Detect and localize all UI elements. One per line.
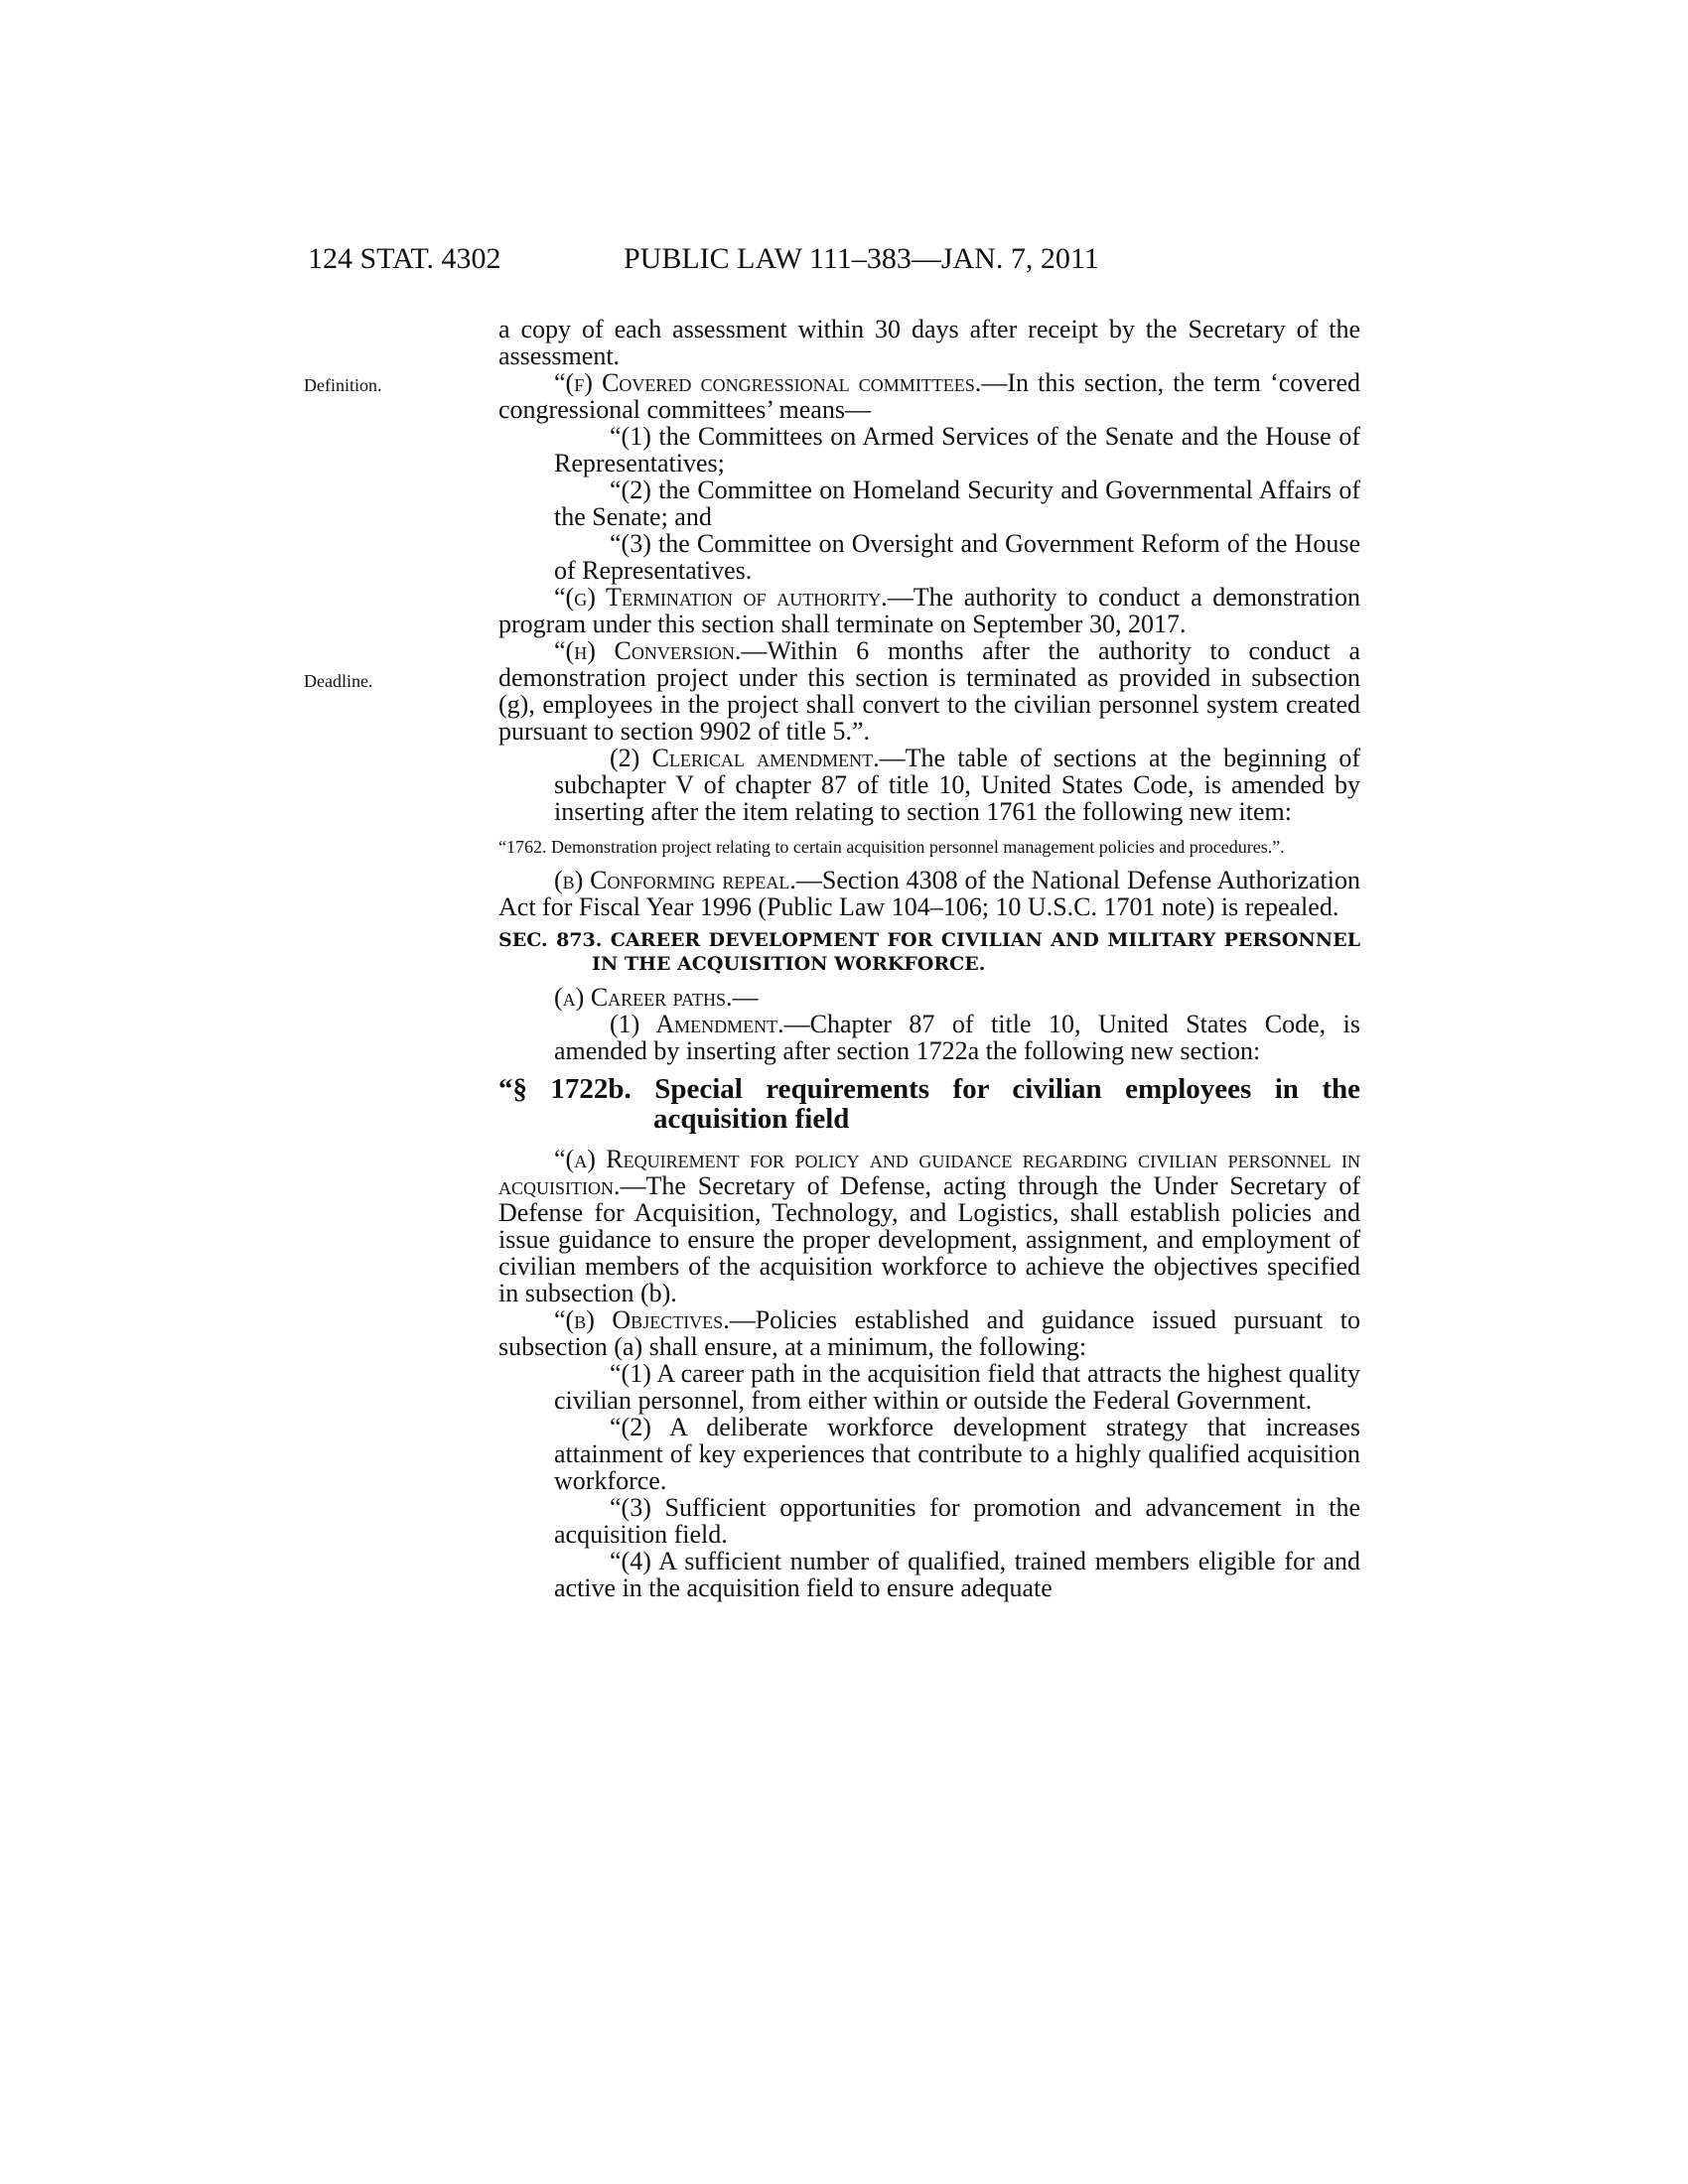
objective-2: “(2) A deliberate workforce development strategy that increases attainment of key experiences that contribute to a highly qualified acquisition workforce. (554, 1413, 1360, 1495)
clerical-amendment-text: —The table of sections at the beginning of subchapter V of chapter 87 of title 10, United States Code, is amended by inserting after the item relating to section 1761 the following new item: (554, 744, 1360, 826)
conforming-repeal (498, 867, 1360, 920)
amendment-heading: (1) Amendment. (610, 1010, 784, 1038)
objective-3: “(3) Sufficient opportunities for promotion and advancement in the acquisition field. (554, 1493, 1360, 1549)
section-1722b-title: “§ 1722b. Special requirements for civilian employees in the acquisition field (498, 1073, 1360, 1135)
subsection-a-heading: “(a) Requirement for policy and guidance regarding civilian personnel in acquisition. (498, 1145, 1360, 1200)
amendment-text: —Chapter 87 of title 10, United States Code, is amended by inserting after section 1722a the following new section: (554, 1010, 1360, 1065)
subsection-g-text: —The authority to conduct a demonstration program under this section shall terminate on September 30, 2017. (498, 583, 1360, 638)
paragraph-f3: “(3) the Committee on Oversight and Government Reform of the House of Representatives. (554, 529, 1360, 585)
amendment-paragraph (498, 1011, 1360, 1064)
subsection-a-text: —The Secretary of Defense, acting through the Under Secretary of Defense for Acquisition, Technology, and Logistics, shall establish policies and issue guidance to ensure the proper development, assignment, and employment of civilian members of the acquisition workforce to achieve the objectives specified in subsection (b). (498, 1171, 1360, 1307)
page-body (498, 316, 1360, 1601)
conforming-repeal-heading: (b) Conforming repeal. (554, 866, 796, 894)
subsection-f (498, 369, 1360, 423)
stat-page-number: 124 STAT. 4302 (308, 242, 501, 275)
subsection-g-heading: “(g) Termination of authority. (554, 583, 888, 612)
conforming-repeal-text: —Section 4308 of the National Defense Authorization Act for Fiscal Year 1996 (Public Law 104–106; 10 U.S.C. 1701 note) is repealed. (498, 866, 1360, 921)
subsection-b-heading: “(b) Objectives. (554, 1305, 730, 1334)
subsection-b-text: —Policies established and guidance issued pursuant to subsection (a) shall ensure, at a minimum, the following: (498, 1305, 1360, 1361)
subsection-a-requirement (498, 1146, 1360, 1306)
section-873-heading: SEC. 873. CAREER DEVELOPMENT FOR CIVILIAN AND MILITARY PERSONNEL IN THE ACQUISITION WORKFORCE. (498, 929, 1360, 975)
clerical-amendment-heading: (2) Clerical amendment. (610, 744, 880, 772)
public-law-title: PUBLIC LAW 111–383—JAN. 7, 2011 (624, 242, 1099, 275)
margin-note-deadline: Deadline. (304, 671, 373, 691)
subsection-f-text: —In this section, the term ‘covered congressional committees’ means— (498, 368, 1361, 424)
paragraph-assessment-copy: a copy of each assessment within 30 days after receipt by the Secretary of the assessment. (498, 315, 1360, 370)
career-paths-heading: (a) Career paths.— (554, 983, 759, 1012)
paragraph-f1: “(1) the Committees on Armed Services of the Senate and the House of Representatives; (554, 422, 1360, 478)
paragraph-f2: “(2) the Committee on Homeland Security and Governmental Affairs of the Senate; and (554, 476, 1360, 531)
page-header (0, 242, 1688, 282)
margin-note-definition: Definition. (304, 375, 382, 395)
objective-4: “(4) A sufficient number of qualified, trained members eligible for and active in the acquisition field to ensure adequate (554, 1547, 1360, 1602)
subsection-g (498, 584, 1360, 637)
clerical-amendment (498, 745, 1360, 825)
objective-1: “(1) A career path in the acquisition field that attracts the highest quality civilian personnel, from either within or outside the Federal Government. (554, 1359, 1360, 1415)
subsection-h (498, 637, 1360, 745)
subsection-b-objectives (498, 1306, 1360, 1360)
subsection-h-heading: “(h) Conversion. (554, 636, 742, 665)
subsection-h-text: —Within 6 months after the authority to conduct a demonstration project under this section is terminated as provided in subsection (g), employees in the project shall convert to the civilian personnel system created pursuant to section 9902 of title 5.”. (498, 636, 1361, 746)
table-of-sections-item: “1762. Demonstration project relating to certain acquisition personnel management policies and procedures.”. (498, 837, 1285, 857)
subsection-f-heading: “(f) Covered congressional committees. (554, 368, 982, 397)
